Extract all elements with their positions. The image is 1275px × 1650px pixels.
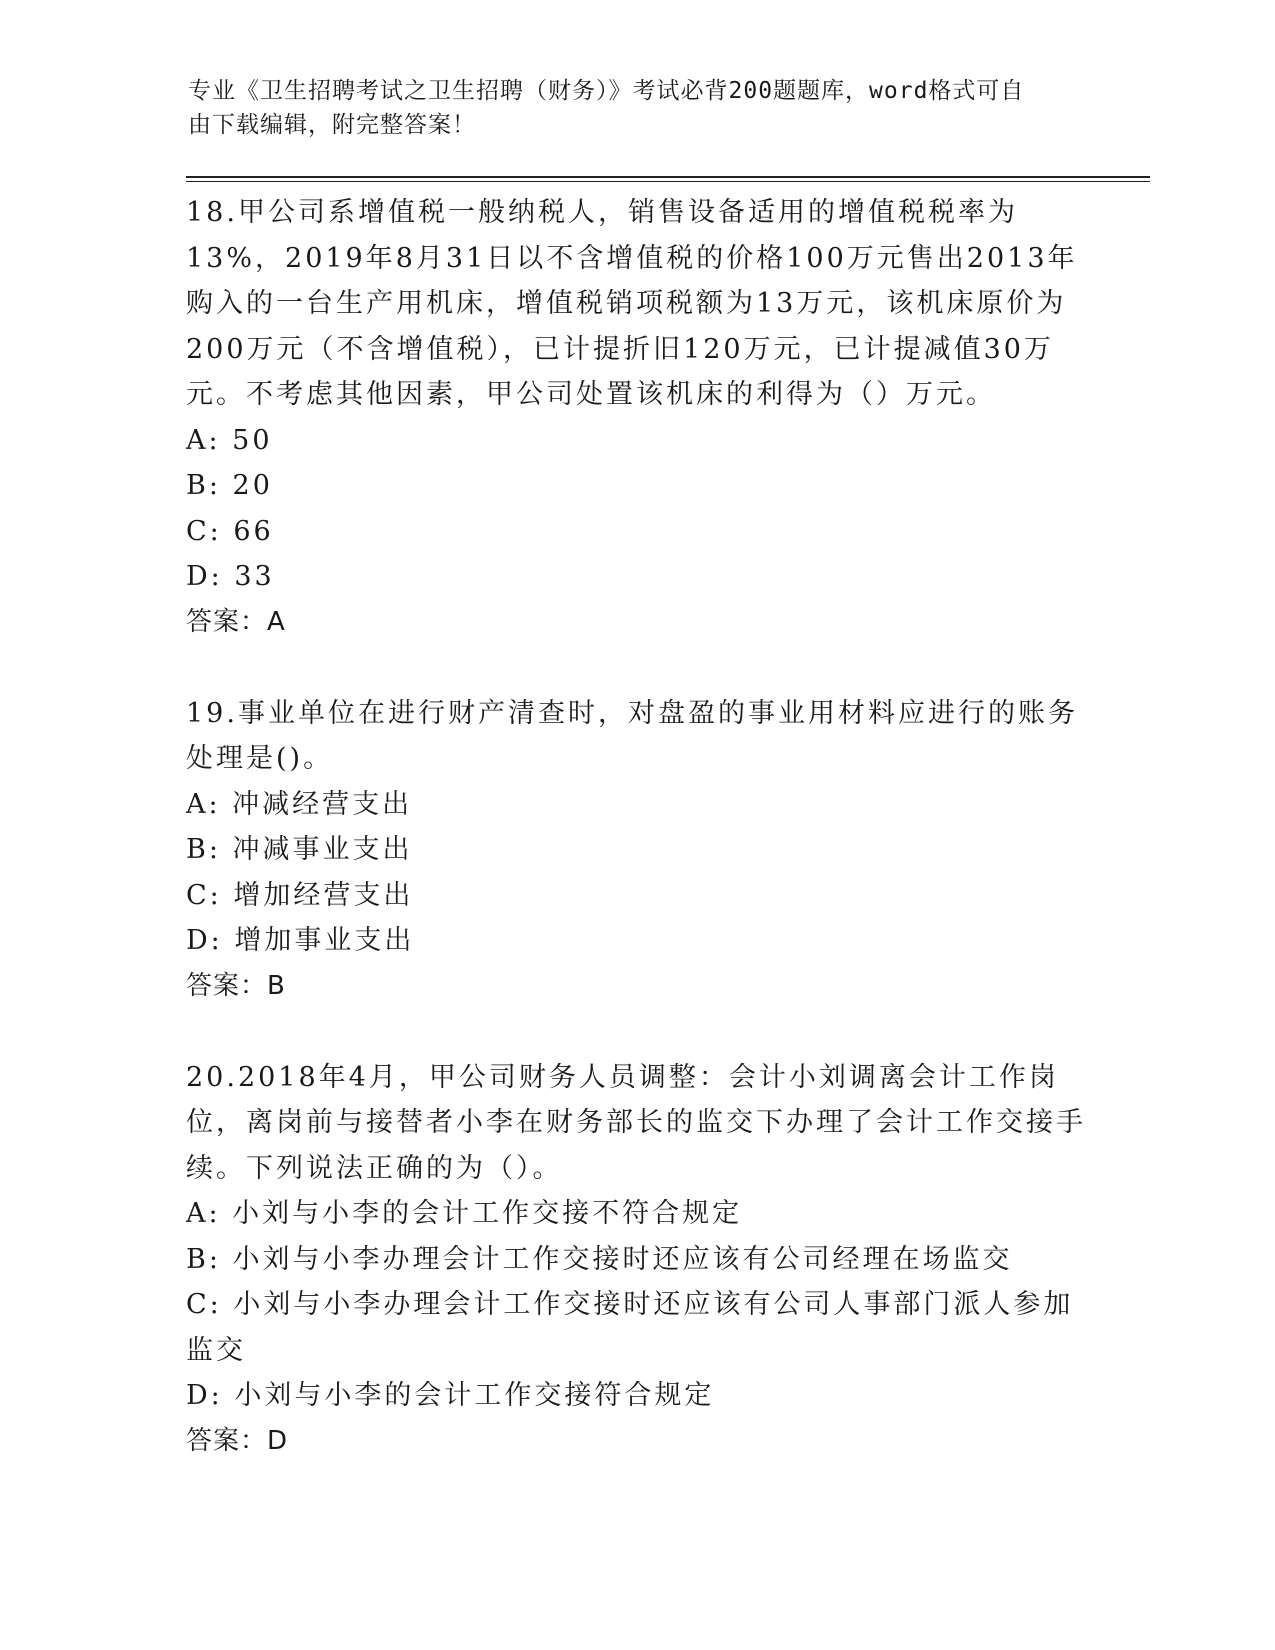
- option-d: D: 增加事业支出: [186, 925, 415, 956]
- question-stem: 19.事业单位在进行财产清查时，对盘盈的事业用材料应进行的账务处理是()。: [186, 697, 1078, 774]
- question-stem: 20.2018年4月，甲公司财务人员调整：会计小刘调离会计工作岗位，离岗前与接替者小李在财务部长的监交下办理了会计工作交接手续。下列说法正确的为（）。: [186, 1061, 1086, 1184]
- answer-line: 答案：D: [186, 1425, 289, 1456]
- answer-line: 答案：B: [186, 970, 286, 1001]
- option-a: A: 50: [186, 424, 273, 456]
- option-a: A: 冲减经营支出: [186, 788, 413, 820]
- header-title-line-2: 由下载编辑，附完整答案！: [188, 112, 476, 138]
- question-19: [186, 691, 1086, 1010]
- question-spacer: [186, 645, 1086, 691]
- question-spacer: [186, 1009, 1086, 1055]
- answer-line: 答案：A: [186, 606, 286, 637]
- option-d: D: 33: [186, 561, 275, 592]
- option-c: C: 小刘与小李办理会计工作交接时还应该有公司人事部门派人参加监交: [186, 1289, 1074, 1366]
- option-b: B: 冲减事业支出: [186, 834, 413, 865]
- option-d: D: 小刘与小李的会计工作交接符合规定: [186, 1380, 715, 1411]
- question-18: [186, 190, 1086, 645]
- question-20: [186, 1055, 1086, 1465]
- header-divider-thick: [186, 176, 1150, 178]
- document-header: [188, 74, 1068, 142]
- header-title-line-1: 专业《卫生招聘考试之卫生招聘（财务）》考试必背200题题库，word格式可自: [188, 78, 1025, 104]
- option-b: B: 20: [186, 470, 273, 501]
- question-stem: 18.甲公司系增值税一般纳税人，销售设备适用的增值税税率为13%，2019年8月31日以不含增值税的价格100万元售出2013年购入的一台生产用机床，增值税销项税额为13万元，该机床原价为200万元（不含增值税），已计提折旧120万元，已计提减值30万元。不考虑其他因素，甲公司处置该机床的利得为（）万元。: [186, 197, 1078, 410]
- option-c: C: 增加经营支出: [186, 879, 414, 911]
- header-divider-thin: [186, 181, 1150, 182]
- question-list: [186, 190, 1086, 1464]
- option-c: C: 66: [186, 515, 274, 547]
- option-b: B: 小刘与小李办理会计工作交接时还应该有公司经理在场监交: [186, 1243, 1013, 1275]
- option-a: A: 小刘与小李的会计工作交接不符合规定: [186, 1198, 743, 1229]
